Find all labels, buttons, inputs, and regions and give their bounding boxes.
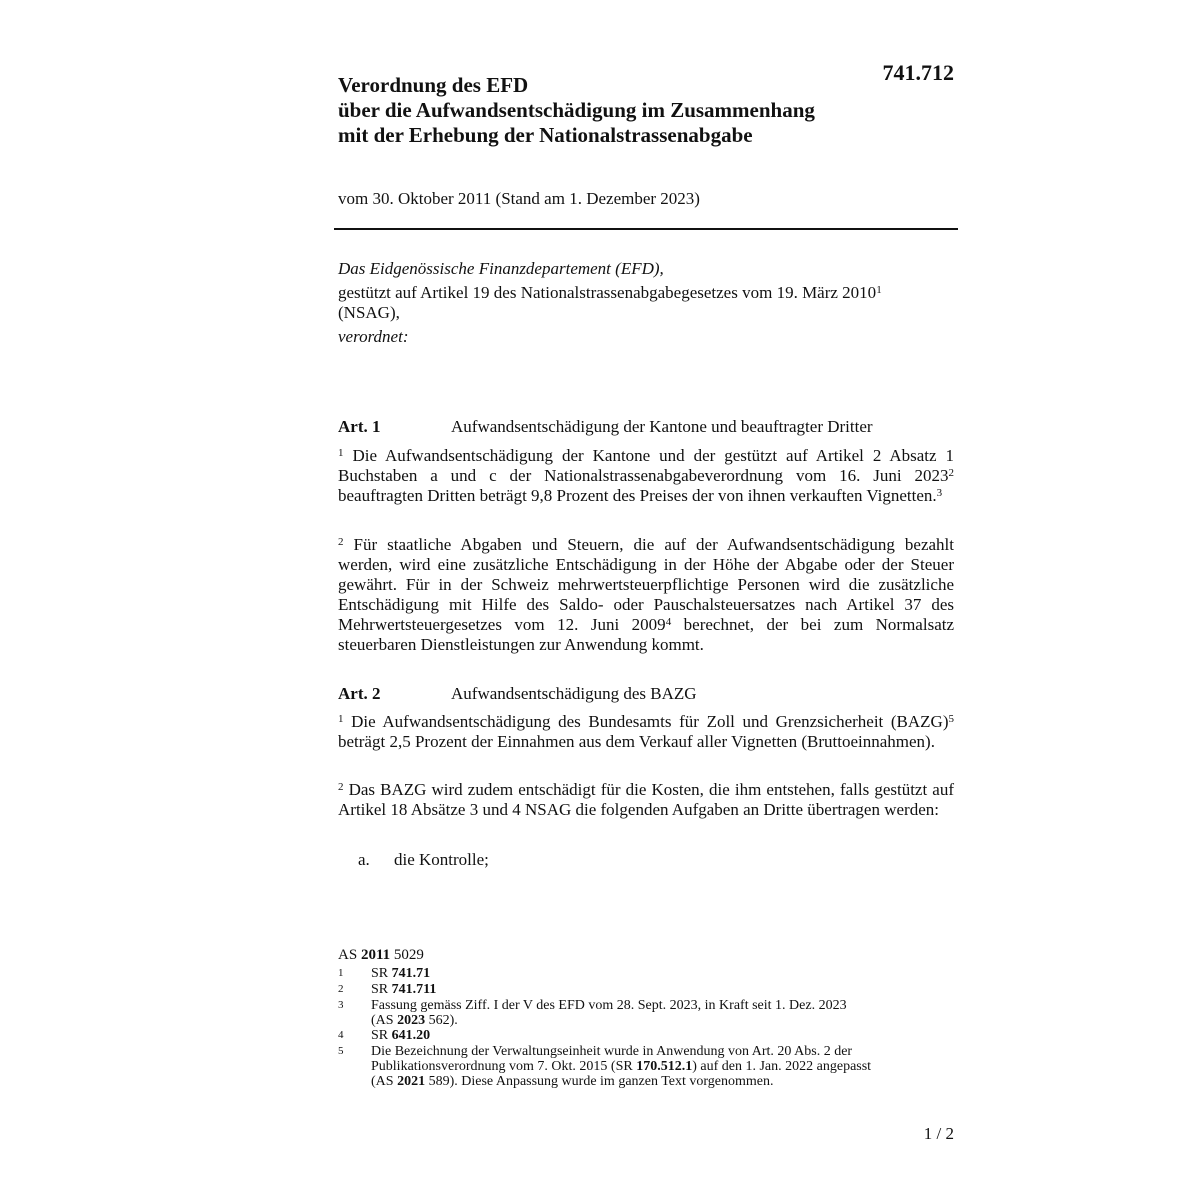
footnote-5-l2-prefix: Publikationsverordnung vom 7. Okt. 2015 (SR [371,1059,637,1074]
footnotes [338,966,958,1089]
art1-para-1-text-b: beauftragten Dritten beträgt 9,8 Prozent des Preises der von ihnen verkauften Vignetten. [338,486,937,505]
page-number: 1 / 2 [923,1124,954,1143]
art1-para-2-text-b: berechnet, der bei zum Normalsatz steuerbaren Dienstleistungen zur Anwendung kommt. [338,615,955,654]
art1-para-2-mark: 2 [338,536,344,548]
title-line-2: über die Aufwandsentschädigung im Zusammenhang [338,98,815,122]
footnote-ref-3[interactable]: 3 [936,487,943,499]
footnote-1-number: 1 [338,967,344,979]
preamble-decrees: verordnet: [338,327,409,346]
footnote-4-prefix: SR [371,1028,392,1043]
as-prefix: AS [338,947,361,963]
footnote-5-sr[interactable]: 170.512.1 [636,1059,693,1074]
footnote-3-text [371,998,958,1028]
footnote-5-line-1: Die Bezeichnung der Verwaltungseinheit wurde in Anwendung von Art. 20 Abs. 2 der [371,1044,853,1059]
footnote-2 [338,982,958,998]
art1-para-1-mark: 1 [338,447,344,459]
document-title [338,73,938,148]
footnote-3-as-year[interactable]: 2023 [397,1013,426,1028]
footnote-3-l2-prefix: (AS [371,1013,398,1028]
art1-number: Art. 1 [338,417,381,436]
art1-para-1 [338,446,954,506]
preamble-basis [338,283,954,323]
footnote-ref-4[interactable]: 4 [665,616,672,628]
as-page: 5029 [390,947,424,963]
title-line-3: mit der Erhebung der Nationalstrassenabgabe [338,123,753,147]
footnote-ref-2[interactable]: 2 [948,467,954,479]
footnote-3-l2-suffix: 562). [425,1013,458,1028]
preamble-authority: Das Eidgenössische Finanzdepartement (EFD), [338,259,664,278]
title-line-1: Verordnung des EFD [338,73,529,97]
art2-number: Art. 2 [338,684,381,703]
footnote-1-sr[interactable]: 741.71 [391,966,431,981]
footnote-1 [338,966,958,982]
footnote-4-text [371,1028,958,1044]
art2-heading [338,683,697,705]
art1-para-2-text-a: Für staatliche Abgaben und Steuern, die auf der Aufwandsentschädigung bezahlt werden, wird eine zusätzliche Entschädigung in der Höhe der Abgabe oder der Steuer gewährt. Für in der Schweiz mehrwertsteuerpflichtige Personen wird die zusätzliche Entschädigung mit Hilfe des Saldo- oder Pauschalsteuersatzes nach Artikel 37 des Mehrwertsteuergesetzes vom 12. Juni 2009 [338,535,955,634]
list-item-a [358,850,489,870]
footnote-4-sr[interactable]: 641.20 [391,1028,431,1043]
footnote-3-number: 3 [338,999,344,1011]
footnote-2-prefix: SR [371,982,392,997]
as-year: 2011 [360,947,391,963]
list-item-a-text: die Kontrolle; [394,850,489,869]
footnote-5-l3-suffix: 589). Diese Anpassung wurde im ganzen Text vorgenommen. [425,1074,774,1089]
footnote-4-number: 4 [338,1029,344,1041]
art1-para-2 [338,535,954,655]
art1-heading [338,416,873,438]
art1-title: Aufwandsentschädigung der Kantone und beauftragter Dritter [451,417,873,436]
footnote-ref-1[interactable]: 1 [876,284,882,296]
header-rule [334,228,958,230]
preamble-basis-text: gestützt auf Artikel 19 des Nationalstrassenabgabegesetzes vom 19. März 2010 [338,283,877,302]
footnote-ref-5[interactable]: 5 [948,713,954,725]
footnote-5-l2-suffix: ) auf den 1. Jan. 2022 angepasst [692,1059,872,1074]
footnote-5-text [371,1044,958,1089]
footnote-1-text [371,966,958,982]
art2-title: Aufwandsentschädigung des BAZG [451,684,697,703]
art2-para-2-mark: 2 [338,781,344,793]
footnote-5-l3-prefix: (AS [371,1074,398,1089]
art2-para-2 [338,780,954,820]
footnote-2-number: 2 [338,983,344,995]
footnote-2-text [371,982,958,998]
date-line: vom 30. Oktober 2011 (Stand am 1. Dezember 2023) [338,189,700,208]
preamble [338,259,954,351]
art2-para-1 [338,712,954,752]
art1-para-1-text-a: Die Aufwandsentschädigung der Kantone und der gestützt auf Artikel 2 Absatz 1 Buchstaben a und c der Nationalstrassenabgabeverordnung vom 16. Juni 2023 [338,446,954,485]
footnote-4 [338,1028,958,1044]
as-reference [338,946,958,964]
sr-number: 741.712 [882,60,954,85]
footnote-3-line-1: Fassung gemäss Ziff. I der V des EFD vom 28. Sept. 2023, in Kraft seit 1. Dez. 2023 [371,998,847,1013]
footnote-3 [338,998,958,1028]
footnote-5-as-year[interactable]: 2021 [397,1074,426,1089]
footnote-1-prefix: SR [371,966,392,981]
art2-para-1-text-b: beträgt 2,5 Prozent der Einnahmen aus dem Verkauf aller Vignetten (Bruttoeinnahmen). [338,732,935,751]
footnote-5 [338,1044,958,1089]
art2-para-1-mark: 1 [338,713,344,725]
art2-para-2-text: Das BAZG wird zudem entschädigt für die Kosten, die ihm entstehen, falls gestützt auf Artikel 18 Absätze 3 und 4 NSAG die folgenden Aufgaben an Dritte übertragen werden: [338,780,954,819]
art2-para-1-text-a: Die Aufwandsentschädigung des Bundesamts für Zoll und Grenzsicherheit (BAZG) [351,712,949,731]
footnote-5-number: 5 [338,1045,344,1057]
footnote-2-sr[interactable]: 741.711 [391,982,437,997]
preamble-basis-cont: (NSAG), [338,303,400,322]
list-item-a-label: a. [358,850,370,869]
